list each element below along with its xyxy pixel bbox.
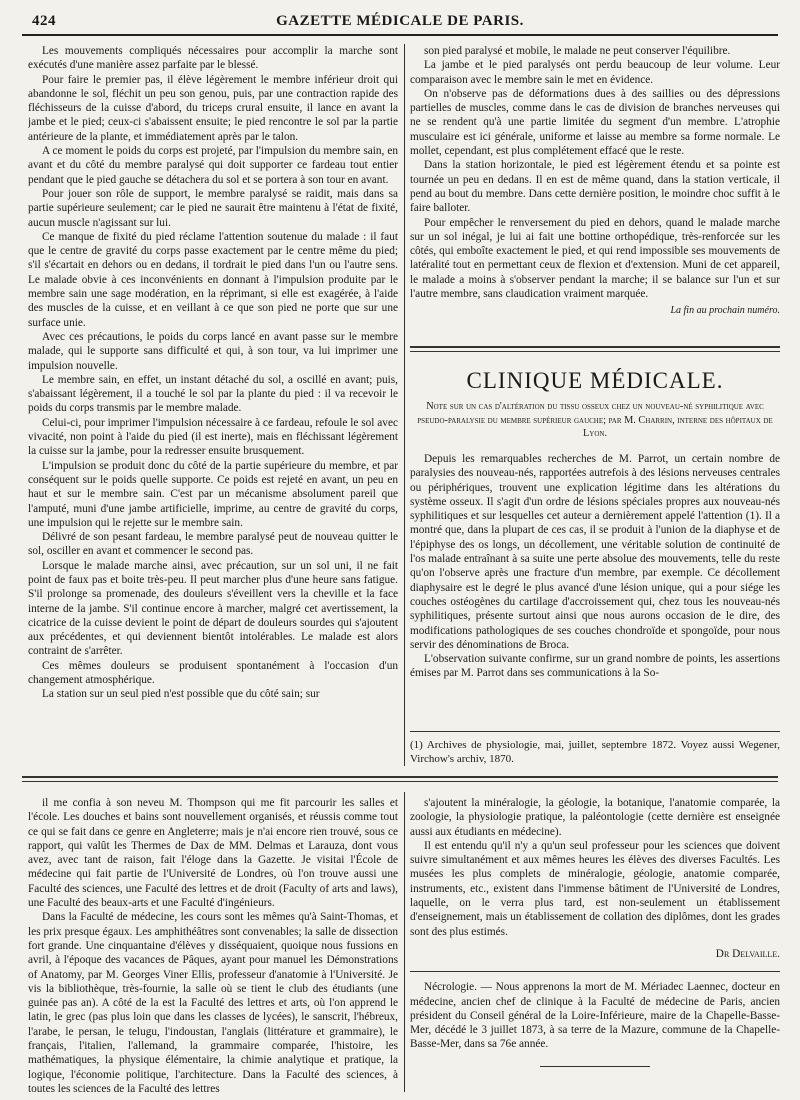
paragraph: Pour faire le premier pas, il élève légèrement le membre inférieur droit qui abandonne le sol, fléchit un peu son genou, puis, par une contraction rapide des fléchisseurs de la cuisse d'abord, du triceps crural ensuite, il lance en avant la jambe et le pied; ceux-ci s'abaissent ensuite; le pied rencontre le sol par la partie antérieure de la plante, et immédiatement après par le talon. bbox=[28, 73, 398, 143]
page-number: 424 bbox=[32, 13, 56, 29]
page-divider bbox=[22, 781, 778, 782]
footnote: (1) Archives de physiologie, mai, juillet, septembre 1872. Voyez aussi Wegener, Virchow's archiv, 1870. bbox=[410, 739, 780, 765]
paragraph: On n'observe pas de déformations dues à des saillies ou des dépressions partielles de muscles, comme dans le cas de division de branches nerveuses qui ne se rendent qu'à une partie limitée du segment d'un membre. L'atrophie musculaire est ici générale, uniforme et laisse au membre sa forme normale. Le mollet, cependant, est plus complétement effacé que le reste. bbox=[410, 87, 780, 158]
continued-note: La fin au prochain numéro. bbox=[670, 305, 780, 317]
end-rule bbox=[540, 1066, 650, 1067]
signature-rule bbox=[410, 971, 780, 972]
paragraph: Depuis les remarquables recherches de M. Parrot, un certain nombre de paralysies des nouveau-nés, rapportées autrefois à des lésions nerveuses centrales ou périphériques, trouvent une explication légitime dans les altérations du système osseux. Il s'agit d'un ordre de lésions spéciales propres aux nouveau-nés syphilitiques et sur lesquelles cet auteur a dernièrement appelé l'attention (1). Il a montré que, dans la plupart de ces cas, il se produit à l'union de la diaphyse et de l'épiphyse des os longs, un décollement, une véritable solution de continuité de l'os malade entraînant à sa suite une perte absolue des mouvements, telle du reste qu'on l'observe après une fracture d'un membre, par exemple. Ce décollement diaphysaire est le degré le plus avancé d'une lésion unique, qui a pour siége les couches ostéogènes du cartilage d'accroissement qui, chez tous les nouveau-nés syphilitiques, présente surtout ainsi que nous aurons occasion de le dire, des modifications pathologiques de ses couches chondroïde et spongoïde, pour nous servir des dénominations de Broca. bbox=[410, 453, 780, 651]
paragraph: La jambe et le pied paralysés ont perdu beaucoup de leur volume. Leur comparaison avec le membre sain le met en évidence. bbox=[410, 59, 780, 86]
paragraph: L'observation suivante confirme, sur un grand nombre de points, les assertions émises par M. Parrot dans ses communications à la So- bbox=[410, 653, 780, 680]
page-divider bbox=[22, 776, 778, 778]
paragraph: La station sur un seul pied n'est possible que du côté sain; sur bbox=[42, 688, 320, 701]
paragraph: Celui-ci, pour imprimer l'impulsion nécessaire à ce fardeau, refoule le sol avec vivacité, non point à l'aide du pied (il est inerte), mais en fléchissant légèrement la cuisse sur la jambe, pour la redresser ensuite brusquement. bbox=[28, 416, 398, 458]
paragraph: son pied paralysé et mobile, le malade ne peut conserver l'équilibre. bbox=[424, 45, 731, 57]
journal-title: GAZETTE MÉDICALE DE PARIS. bbox=[276, 13, 524, 29]
necrology-notice: Nécrologie. — Nous apprenons la mort de M. Mériadec Laennec, docteur en médecine, ancien chef de clinique à la Faculté de médecine de Paris, ancien président du Conseil général de la Loire-Inférieure, maire de la Chapelle-Basse-Mer, décédé le 3 juillet 1873, à sa terre de la Mazure, commune de la Chapelle-Basse-Mer, dans sa 76e année. bbox=[410, 981, 780, 1051]
footnote-rule bbox=[410, 731, 780, 732]
paragraph: A ce moment le poids du corps est projeté, par l'impulsion du membre sain, en avant et du côté du membre paralysé qui doit supporter ce fardeau tout entier pendant que le pied gauche se détachera du sol et se portera à son tour en avant. bbox=[28, 145, 398, 186]
clinic-article bbox=[410, 452, 780, 722]
paragraph: s'ajoutent la minéralogie, la géologie, la botanique, l'anatomie comparée, la zoologie, la physiologie pratique, la paléontologie (cette dernière est enseignée aussi aux étudiants en médecine). bbox=[410, 797, 780, 838]
paragraph: il me confia à son neveu M. Thompson qui me fit parcourir les salles et l'école. Les douches et bains sont nouvellement organisés, et réussis comme tout ce qui se fait dans ce genre en Angleterre; mais je n'ai encore rien trouvé, sous ce rapport, qui valût les Thermes de Dax de MM. Delmas et Larauza, dont vous avez, avec tant de raison, fait l'éloge dans la Gazette. Je visitai l'École de médecine qui fait partie de l'Université de Londres, où l'on trouve aussi une Faculté des sciences, une Faculté des lettres et de droit (Faculty of arts and laws), une Faculté des beaux-arts et une Faculté d'ingénieurs. bbox=[28, 797, 398, 910]
article-column-right-top bbox=[410, 44, 780, 334]
paragraph: Les mouvements compliqués nécessaires pour accomplir la marche sont exécutés d'une manière assez parfaite par le blessé. bbox=[28, 45, 398, 72]
paragraph: Ces mêmes douleurs se produisent spontanément à l'occasion d'un changement atmosphérique. bbox=[28, 659, 398, 687]
paragraph: L'impulsion se produit donc du côté de la partie supérieure du membre, et par conséquent sur le poids quelle supporte. Ce poids est rejeté en avant, un peu en haut et sur le membre sain. C'est par un mécanisme absolument pareil que l'amputé, muni d'une jambe artificielle, imprime, au centre de gravité du corps, une impulsion qui le rejette sur le membre sain. bbox=[28, 459, 398, 529]
column-divider bbox=[404, 792, 405, 1092]
paragraph: Pour empêcher le renversement du pied en dehors, quand le malade marche sur un sol inégal, je lui ai fait une bottine orthopédique, très-renforcée sur les côtés, qui emboîte exactement le pied, et qui rend impossible ses mouvements de latéralité tout en permettant ceux de flexion et d'extension. Muni de cet appareil, le malade a moins à s'observer pendant la marche; il se balance sur l'un et sur l'autre membre, sans claudication vraiment marquée. bbox=[410, 216, 780, 301]
paragraph: Pour jouer son rôle de support, le membre paralysé se raidit, mais dans sa partie supérieure seulement; car le pied ne saurait être maintenu à l'état de fixité, aucun muscle n'agissant sur lui. bbox=[28, 187, 398, 229]
section-rule bbox=[410, 346, 780, 348]
page-header bbox=[22, 10, 778, 36]
paragraph: Délivré de son pesant fardeau, le membre paralysé peut de nouveau quitter le sol, osciller en avant et commencer le second pas. bbox=[28, 531, 398, 558]
feuilleton-column-right bbox=[410, 796, 780, 1096]
column-divider bbox=[404, 44, 405, 766]
paragraph: Dans la station horizontale, le pied est légèrement étendu et sa pointe est tournée un peu en dedans. Il en est de même quand, dans la station verticale, il pend au bout du membre. Dans cette dernière position, le moindre choc suffit à le faire balloter. bbox=[410, 159, 780, 215]
paragraph: Dans la Faculté de médecine, les cours sont les mêmes qu'à Saint-Thomas, et les prix presque égaux. Les amphithéâtres sont convenables; la salle de dissection fort grande. Une cinquantaine d'élèves y disséquaient, quoique nous fussions en avril, à l'époque des vacances de Pâques, ayant pour manuel les Démonstrations of Anatomy, par M. Georges Viner Ellis, professeur d'anatomie à l'Université. Je vis la bibliothèque, très-fournie, la salle où se tient le club des étudiants (une guinée pas an). A côté de la est la Faculté des lettres et arts, où l'on apprend le latin, le grec (pas plus loin que dans les classes de lycées), le sanscrit, l'hébreux, l'arabe, le persan, le telugu, l'indoustan, l'anglais (littérature et grammaire), le français, l'italien, l'allemand, la grammaire comparée, l'histoire, les mathématiques, la physique élémentaire, la chimie analytique et pratique, la logique, l'économie politique, l'architecture. Dans la Faculté des sciences, à toutes les sciences de la Faculté des lettres bbox=[28, 911, 398, 1095]
section-rule bbox=[410, 351, 780, 352]
author-signature: Dr Delvaille. bbox=[715, 947, 780, 960]
paragraph: Il est entendu qu'il n'y a qu'un seul professeur pour les sciences que doivent suivre simultanément et aux mêmes heures les élèves des diverses Facultés. Les musées les plus complets de minéralogie, géologie, anatomie comparée, instruments, etc., existent dans l'immense bâtiment de l'Université de Londres, laquelle, on le verra plus tard, est non-seulement un établissement d'enseignement, mais un établissement de collation des diplômes, dont les grades sont des plus estimés. bbox=[410, 839, 780, 938]
paragraph: Le membre sain, en effet, un instant détaché du sol, a oscillé en avant; puis, s'abaissant légèrement, il a touché le sol par la plante du pied : il va recevoir le poids du corps transmis par le membre malade. bbox=[28, 373, 398, 415]
note-title: Note sur un cas d'altération du tissu osseux chez un nouveau-né syphilitique avec pseudo-paralysie du membre supérieur gauche; par M. Charrin, interne des hôpitaux de Lyon. bbox=[417, 401, 773, 439]
paragraph: Lorsque le malade marche ainsi, avec précaution, sur un sol uni, il ne fait point de faux pas et boite très-peu. Il peut marcher plus d'une heure sans fatigue. S'il prolonge sa promenade, des douleurs s'éveillent vers la cheville et la face interne de la jambe. S'il continue encore à marcher, malgré cet avertissement, la cicatrice de la cuisse devient le point de départ de douleurs sourdes qui s'ajoutent aux précédentes, et qui deviennent bientôt intolérables. Le malade est alors contraint de s'arrêter. bbox=[28, 559, 398, 658]
paragraph: Ce manque de fixité du pied réclame l'attention soutenue du malade : il faut que le centre de gravité du corps passe exactement par le centre même du pied; s'il s'écartait en dehors ou en dedans, il tordrait le pied dans l'un ou l'autre sens. Le malade obvie à ces inconvénients en donnant à l'impulsion produite par le membre sain une sage modération, en la réprimant, si elle est exagérée, à l'aide des muscles de la cuisse, et en veillant à ce que son pied ne porte que sur une surface unie. bbox=[28, 230, 398, 329]
paragraph: Avec ces précautions, le poids du corps lancé en avant passe sur le membre malade, qui le supporte sans difficulté et qui, à son tour, va lui imprimer une impulsion nouvelle. bbox=[28, 330, 398, 372]
article-column-left-top bbox=[28, 44, 398, 764]
section-title: CLINIQUE MÉDICALE. bbox=[466, 368, 724, 393]
feuilleton-column-left bbox=[28, 796, 398, 1096]
